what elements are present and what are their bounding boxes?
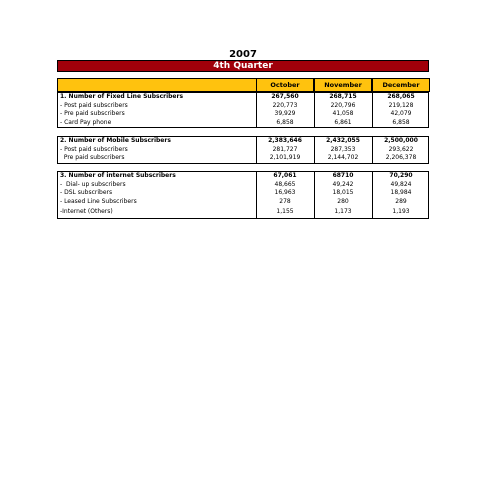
quarter-banner: 4th Quarter <box>57 60 429 72</box>
value-october: 16,963 <box>274 189 296 196</box>
month-header-october: October <box>256 78 314 92</box>
value-november: 18,015 <box>332 189 354 196</box>
value-november: 220,796 <box>330 101 356 109</box>
value-december: 70,290 <box>389 172 413 179</box>
row-label: - Post paid subscribers <box>60 101 128 109</box>
row-label: - Card Pay phone <box>60 118 112 126</box>
value-october: 1,155 <box>276 208 294 215</box>
mobile-section <box>57 136 429 164</box>
row-label: - Dial- up subscribers <box>60 180 126 188</box>
table-row <box>58 146 428 155</box>
value-november: 68710 <box>332 172 354 179</box>
table-row <box>58 137 428 146</box>
row-label: - Leased Line Subscribers <box>60 197 137 205</box>
value-october: 2,101,919 <box>269 154 301 161</box>
value-october: 39,929 <box>274 110 296 117</box>
row-label: -Internet (Others) <box>60 208 113 215</box>
report-year: 2007 <box>229 49 257 60</box>
table-row <box>58 154 428 163</box>
table-row <box>58 181 428 190</box>
row-label: - Pre paid subscribers <box>60 110 125 117</box>
value-november: 268,715 <box>329 93 357 100</box>
month-header-row <box>57 78 429 92</box>
value-december: 1,193 <box>392 208 410 215</box>
value-november: 1,173 <box>334 208 352 215</box>
value-december: 42,079 <box>390 110 412 117</box>
row-label: 2. Number of Mobile Subscribers <box>60 137 171 144</box>
table-row <box>58 102 428 111</box>
month-header-november: November <box>314 78 372 92</box>
value-october: 267,560 <box>271 93 299 100</box>
table-row <box>58 198 428 207</box>
header-blank-cell <box>57 78 257 92</box>
row-label: 3. Number of internet Subscribers <box>60 172 176 179</box>
value-november: 6,861 <box>334 118 352 126</box>
value-october: 278 <box>279 197 291 205</box>
value-december: 2,206,378 <box>385 154 417 161</box>
internet-section <box>57 171 429 219</box>
value-november: 287,353 <box>330 145 356 153</box>
value-october: 67,061 <box>273 172 297 179</box>
table-row <box>58 119 428 128</box>
fixed-line-section <box>57 92 429 128</box>
value-december: 293,622 <box>388 145 414 153</box>
value-october: 2,383,646 <box>268 137 302 144</box>
value-december: 289 <box>395 197 407 205</box>
table-row <box>58 189 428 198</box>
value-november: 2,432,055 <box>326 137 360 144</box>
month-header-december: December <box>372 78 430 92</box>
row-label: 1. Number of Fixed Line Subscribers <box>60 93 184 100</box>
table-row <box>58 110 428 119</box>
value-october: 6,858 <box>276 118 294 126</box>
value-december: 49,824 <box>390 180 412 188</box>
table-row <box>58 206 428 218</box>
value-november: 2,144,702 <box>327 154 359 161</box>
value-november: 280 <box>337 197 349 205</box>
value-november: 41,058 <box>332 110 354 117</box>
value-december: 268,065 <box>387 93 415 100</box>
value-december: 2,500,000 <box>384 137 418 144</box>
row-label: Pre paid subscribers <box>60 154 125 161</box>
value-october: 281,727 <box>272 145 298 153</box>
value-october: 220,773 <box>272 101 298 109</box>
value-december: 18,984 <box>390 189 412 196</box>
row-label: - DSL subscribers <box>60 189 113 196</box>
value-december: 6,858 <box>392 118 410 126</box>
table-row <box>58 172 428 181</box>
table-row <box>58 93 428 102</box>
row-label: - Post paid subscribers <box>60 145 128 153</box>
value-november: 49,242 <box>332 180 354 188</box>
value-december: 219,128 <box>388 101 414 109</box>
value-october: 48,665 <box>274 180 296 188</box>
